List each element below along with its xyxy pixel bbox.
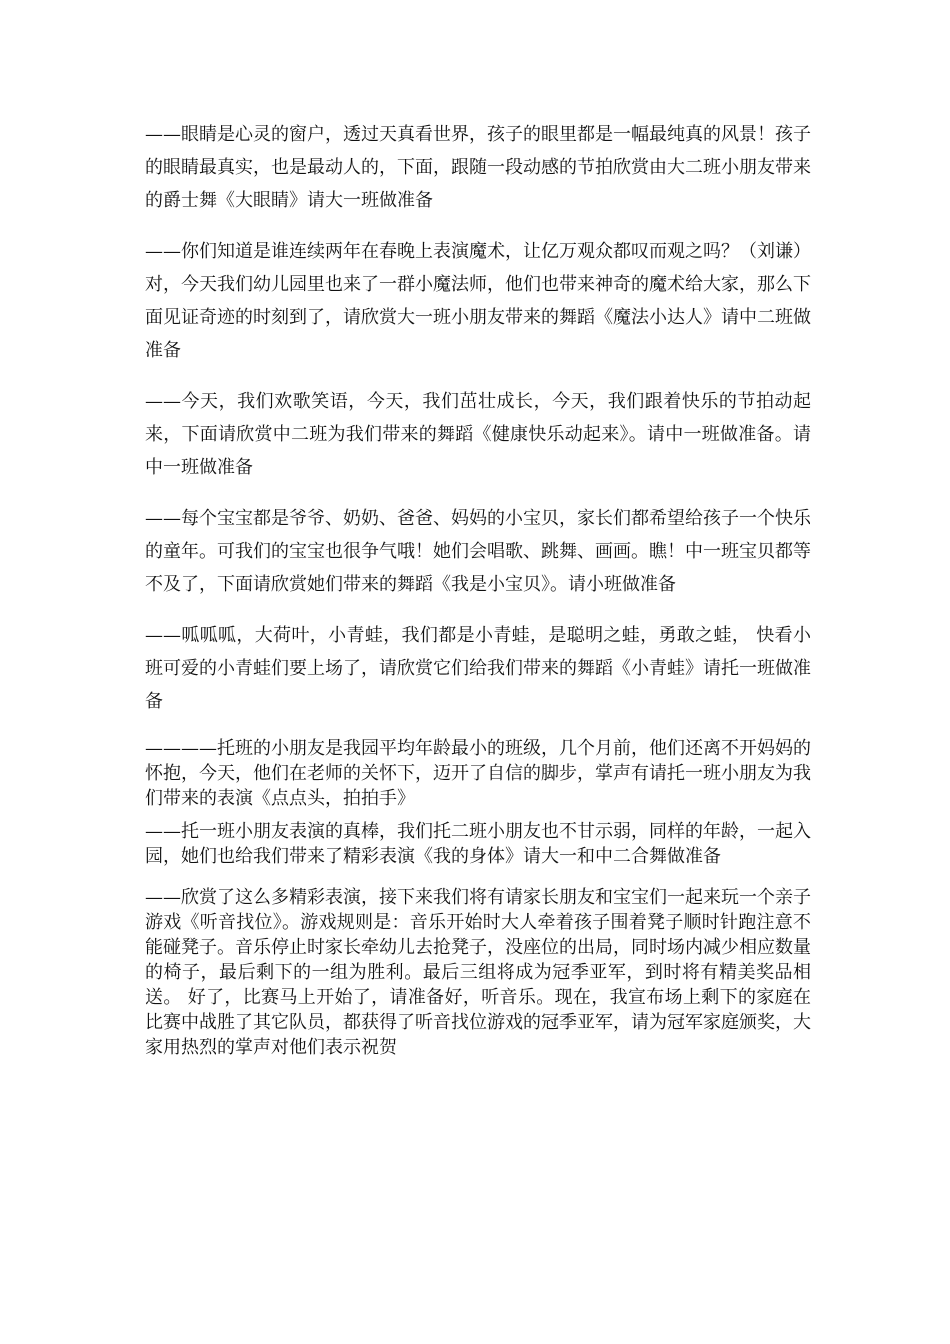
paragraph-little-frog: ——呱呱呱，大荷叶，小青蛙，我们都是小青蛙，是聪明之蛙，勇敢之蛙， 快看小班可爱的小青蛙们要上场了，请欣赏它们给我们带来的舞蹈《小青蛙》请托一班做准备	[145, 625, 811, 712]
document-body	[145, 118, 811, 1060]
paragraph-parent-child-game: ——欣赏了这么多精彩表演，接下来我们将有请家长朋友和宝宝们一起来玩一个亲子游戏《听音找位》。游戏规则是：音乐开始时大人牵着孩子围着凳子顺时针跑注意不能碰凳子。音乐停止时家长牵幼儿去抢凳子，没座位的出局，同时场内减少相应数量的椅子，最后剩下的一组为胜利。最后三组将成为冠季亚军，到时将有精美奖品相送。 好了，比赛马上开始了，请准备好，听音乐。现在，我宣布场上剩下的家庭在比赛中战胜了其它队员，都获得了听音找位游戏的冠季亚军，请为冠军家庭颁奖，大家用热烈的掌声对他们表示祝贺	[145, 887, 811, 1058]
paragraph-healthy-happy: ——今天，我们欢歌笑语，今天，我们茁壮成长，今天，我们跟着快乐的节拍动起来，下面请欣赏中二班为我们带来的舞蹈《健康快乐动起来》。请中一班做准备。请中一班做准备	[145, 391, 811, 478]
paragraph-big-eyes: ——眼睛是心灵的窗户，透过天真看世界，孩子的眼里都是一幅最纯真的风景！孩子的眼睛最真实，也是最动人的，下面，跟随一段动感的节拍欣赏由大二班小朋友带来的爵士舞《大眼睛》请大一班做准备	[145, 124, 811, 211]
paragraph-magic: ——你们知道是谁连续两年在春晚上表演魔术，让亿万观众都叹而观之吗？（刘谦）对，今天我们幼儿园里也来了一群小魔法师，他们也带来神奇的魔术给大家，那么下面见证奇迹的时刻到了，请欣赏大一班小朋友带来的舞蹈《魔法小达人》请中二班做准备	[145, 241, 811, 361]
paragraph-little-baby: ——每个宝宝都是爷爷、奶奶、爸爸、妈妈的小宝贝，家长们都希望给孩子一个快乐的童年。可我们的宝宝也很争气哦！她们会唱歌、跳舞、画画。瞧！中一班宝贝都等不及了，下面请欣赏她们带来的舞蹈《我是小宝贝》。请小班做准备	[145, 508, 811, 595]
paragraph-nod-clap: ————托班的小朋友是我园平均年龄最小的班级，几个月前，他们还离不开妈妈的怀抱，今天，他们在老师的关怀下，迈开了自信的脚步，掌声有请托一班小朋友为我们带来的表演《点点头，拍拍手》	[145, 738, 811, 809]
paragraph-my-body: ——托一班小朋友表演的真棒，我们托二班小朋友也不甘示弱，同样的年龄，一起入园，她们也给我们带来了精彩表演《我的身体》请大一和中二合舞做准备	[145, 821, 811, 867]
